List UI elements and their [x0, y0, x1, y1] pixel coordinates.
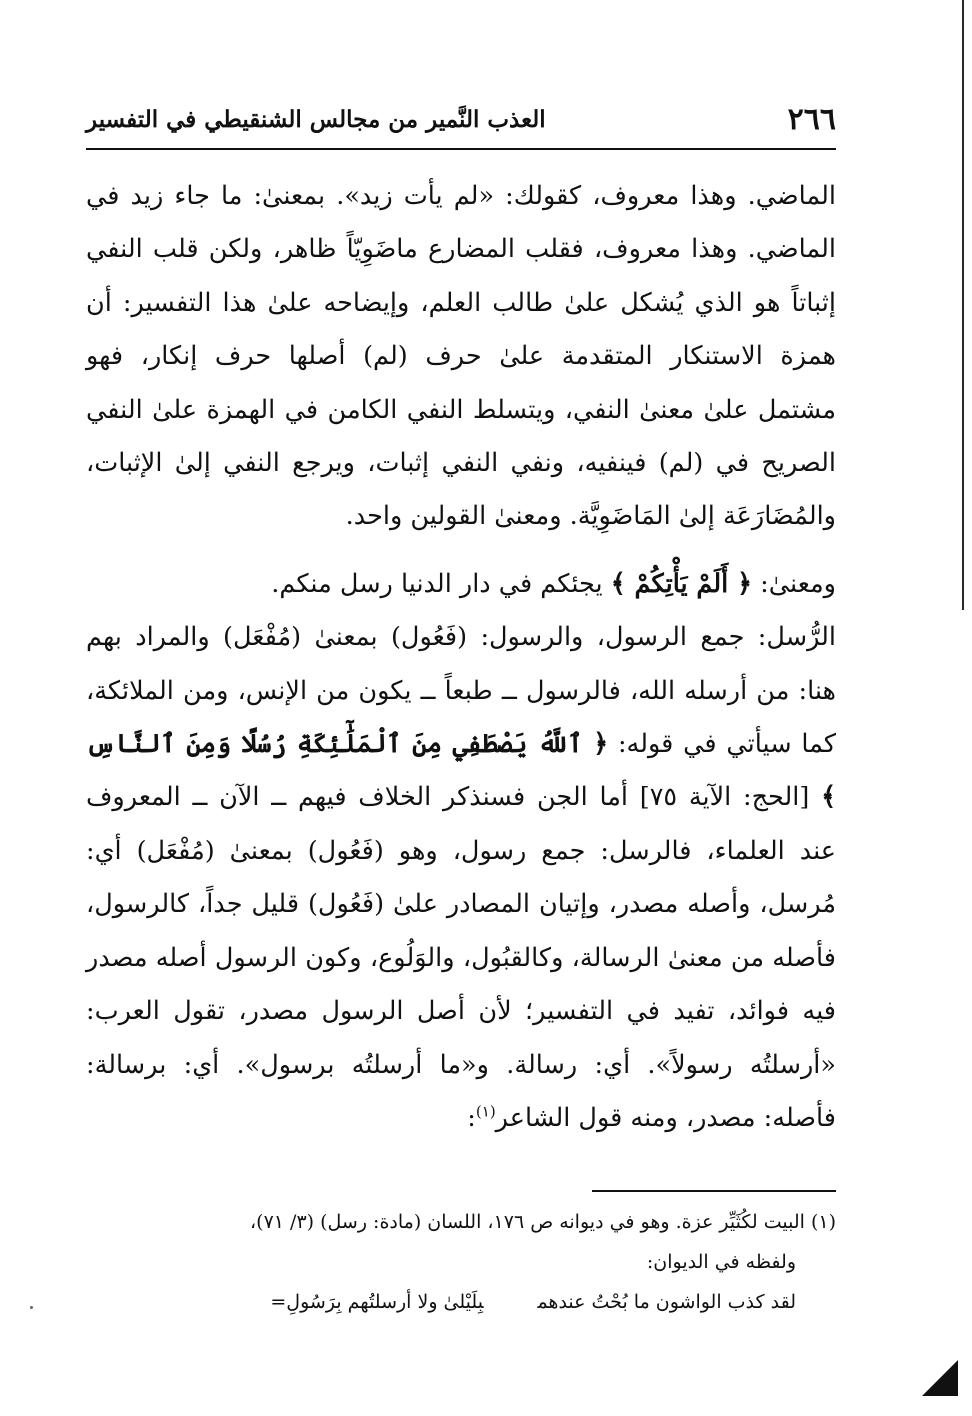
paragraph-2	[86, 558, 836, 611]
paragraph-1	[86, 170, 836, 544]
text-run: :	[467, 1102, 476, 1133]
poetry-verse	[60, 1282, 836, 1322]
text-run: الملائكة، كما سيأتي في قوله:	[86, 675, 836, 760]
text-run: ومعنىٰ:	[752, 568, 836, 599]
page-edge-shadow	[962, 0, 964, 610]
verse-first-half: لقد كذب الواشون ما بُحْتُ عندهم	[537, 1291, 796, 1313]
text-line: الكامن في الهمزة علىٰ النفي الصريح في (لم) فينفيه، ونفي النفي	[86, 394, 837, 479]
quran-quote: ﴿ ٱللَّهُ يَصْطَفِي مِنَ ٱلْمَلَٰٓئِكَةِ رُسُلًا وَمِنَ ٱلنَّاسِ ﴾	[86, 729, 837, 813]
text-line: إثبات، ويرجع النفي إلىٰ الإثبات، والمُضَارَعَة إلىٰ المَاضَوِيَّة. ومعنىٰ	[86, 448, 836, 532]
page-header	[86, 102, 836, 146]
footnote-text: البيت لكُثَيِّر عزة. وهو في ديوانه ص ١٧٦، اللسان (مادة: رسل) (٣/ ٧١)،	[250, 1211, 805, 1233]
text-run: يجئكم في دار الدنيا رسل منكم.	[271, 568, 611, 599]
paragraph-3	[86, 611, 836, 1145]
footnote-marker[interactable]: (١)	[475, 1102, 496, 1121]
running-title: العذب النَّمير من مجالس الشنقيطي في التفسير	[86, 106, 546, 133]
footnote-1	[60, 1202, 836, 1242]
footnote-number: (١)	[810, 1211, 836, 1233]
verse-second-half: بِلَيْلىٰ ولا أرسلتُهم بِرَسُولِ=	[270, 1291, 484, 1313]
page-number: ٢٦٦	[787, 102, 836, 137]
text-line: زيد في الماضي. وهذا معروف، فقلب المضارع ماضَوِيّاً ظاهر،	[86, 181, 836, 265]
text-line: بهم هنا: من أرسله الله، فالرسول ــ طبعاً ــ يكون من الإنس، ومن	[86, 622, 836, 706]
text-line: علىٰ هذا التفسير: أن همزة الاستنكار المتقدمة علىٰ حرف (لم)	[86, 287, 837, 372]
footnotes	[60, 1202, 836, 1322]
verse-reference: [الحج: الآية ٧٥]	[639, 782, 822, 813]
page-corner-mark	[922, 1360, 958, 1396]
text-line: القولين واحد.	[345, 501, 487, 532]
text-line: الرُّسل: جمع الرسول، والرسول: (فَعُول) بمعنىٰ (مُفْعَل) والمراد	[135, 622, 836, 653]
text-line: أصلها حرف إنكار، فهو مشتمل علىٰ معنىٰ النفي، ويتسلط النفي	[86, 341, 836, 425]
text-line: ولكن قلب النفي إثباتاً هو الذي يُشكل علىٰ طالب العلم، وإيضاحه	[86, 234, 836, 318]
text-line: الماضي. وهذا معروف، كقولك: «لم يأت زيد». بمعنىٰ: ما جاء	[174, 181, 836, 211]
quran-quote: ﴿ أَلَمْ يَأْتِكُمْ ﴾	[610, 568, 753, 599]
header-rule	[86, 148, 836, 150]
main-text	[86, 170, 836, 1145]
scan-speck	[30, 1306, 33, 1309]
text-run: أما الجن فسنذكر الخلاف فيهم ــ الآن ــ المعروف عند العلماء، فالرسل: جمع رسول، وهو (فَعُول) بمعنىٰ (مُفْعَل) أي: مُرسل، وأصله مصدر، وإتيان المصادر علىٰ (فَعُول) قليل جداً، كالرسول، فأصله من معنىٰ الرسالة، وكالقبُول، والوَلُوع، وكون الرسول أصله مصدر فيه فوائد، تفيد في التفسير؛ لأن أصل الرسول مصدر، تقول العرب: «أرسلتُه رسولاً». أي: رسالة. و«ما أرسلتُه برسول». أي: برسالة: فأصله: مصدر، ومنه قول الشاعر	[86, 782, 836, 1133]
footnote-rule	[592, 1190, 836, 1192]
footnote-continuation: ولفظه في الديوان:	[646, 1251, 796, 1273]
